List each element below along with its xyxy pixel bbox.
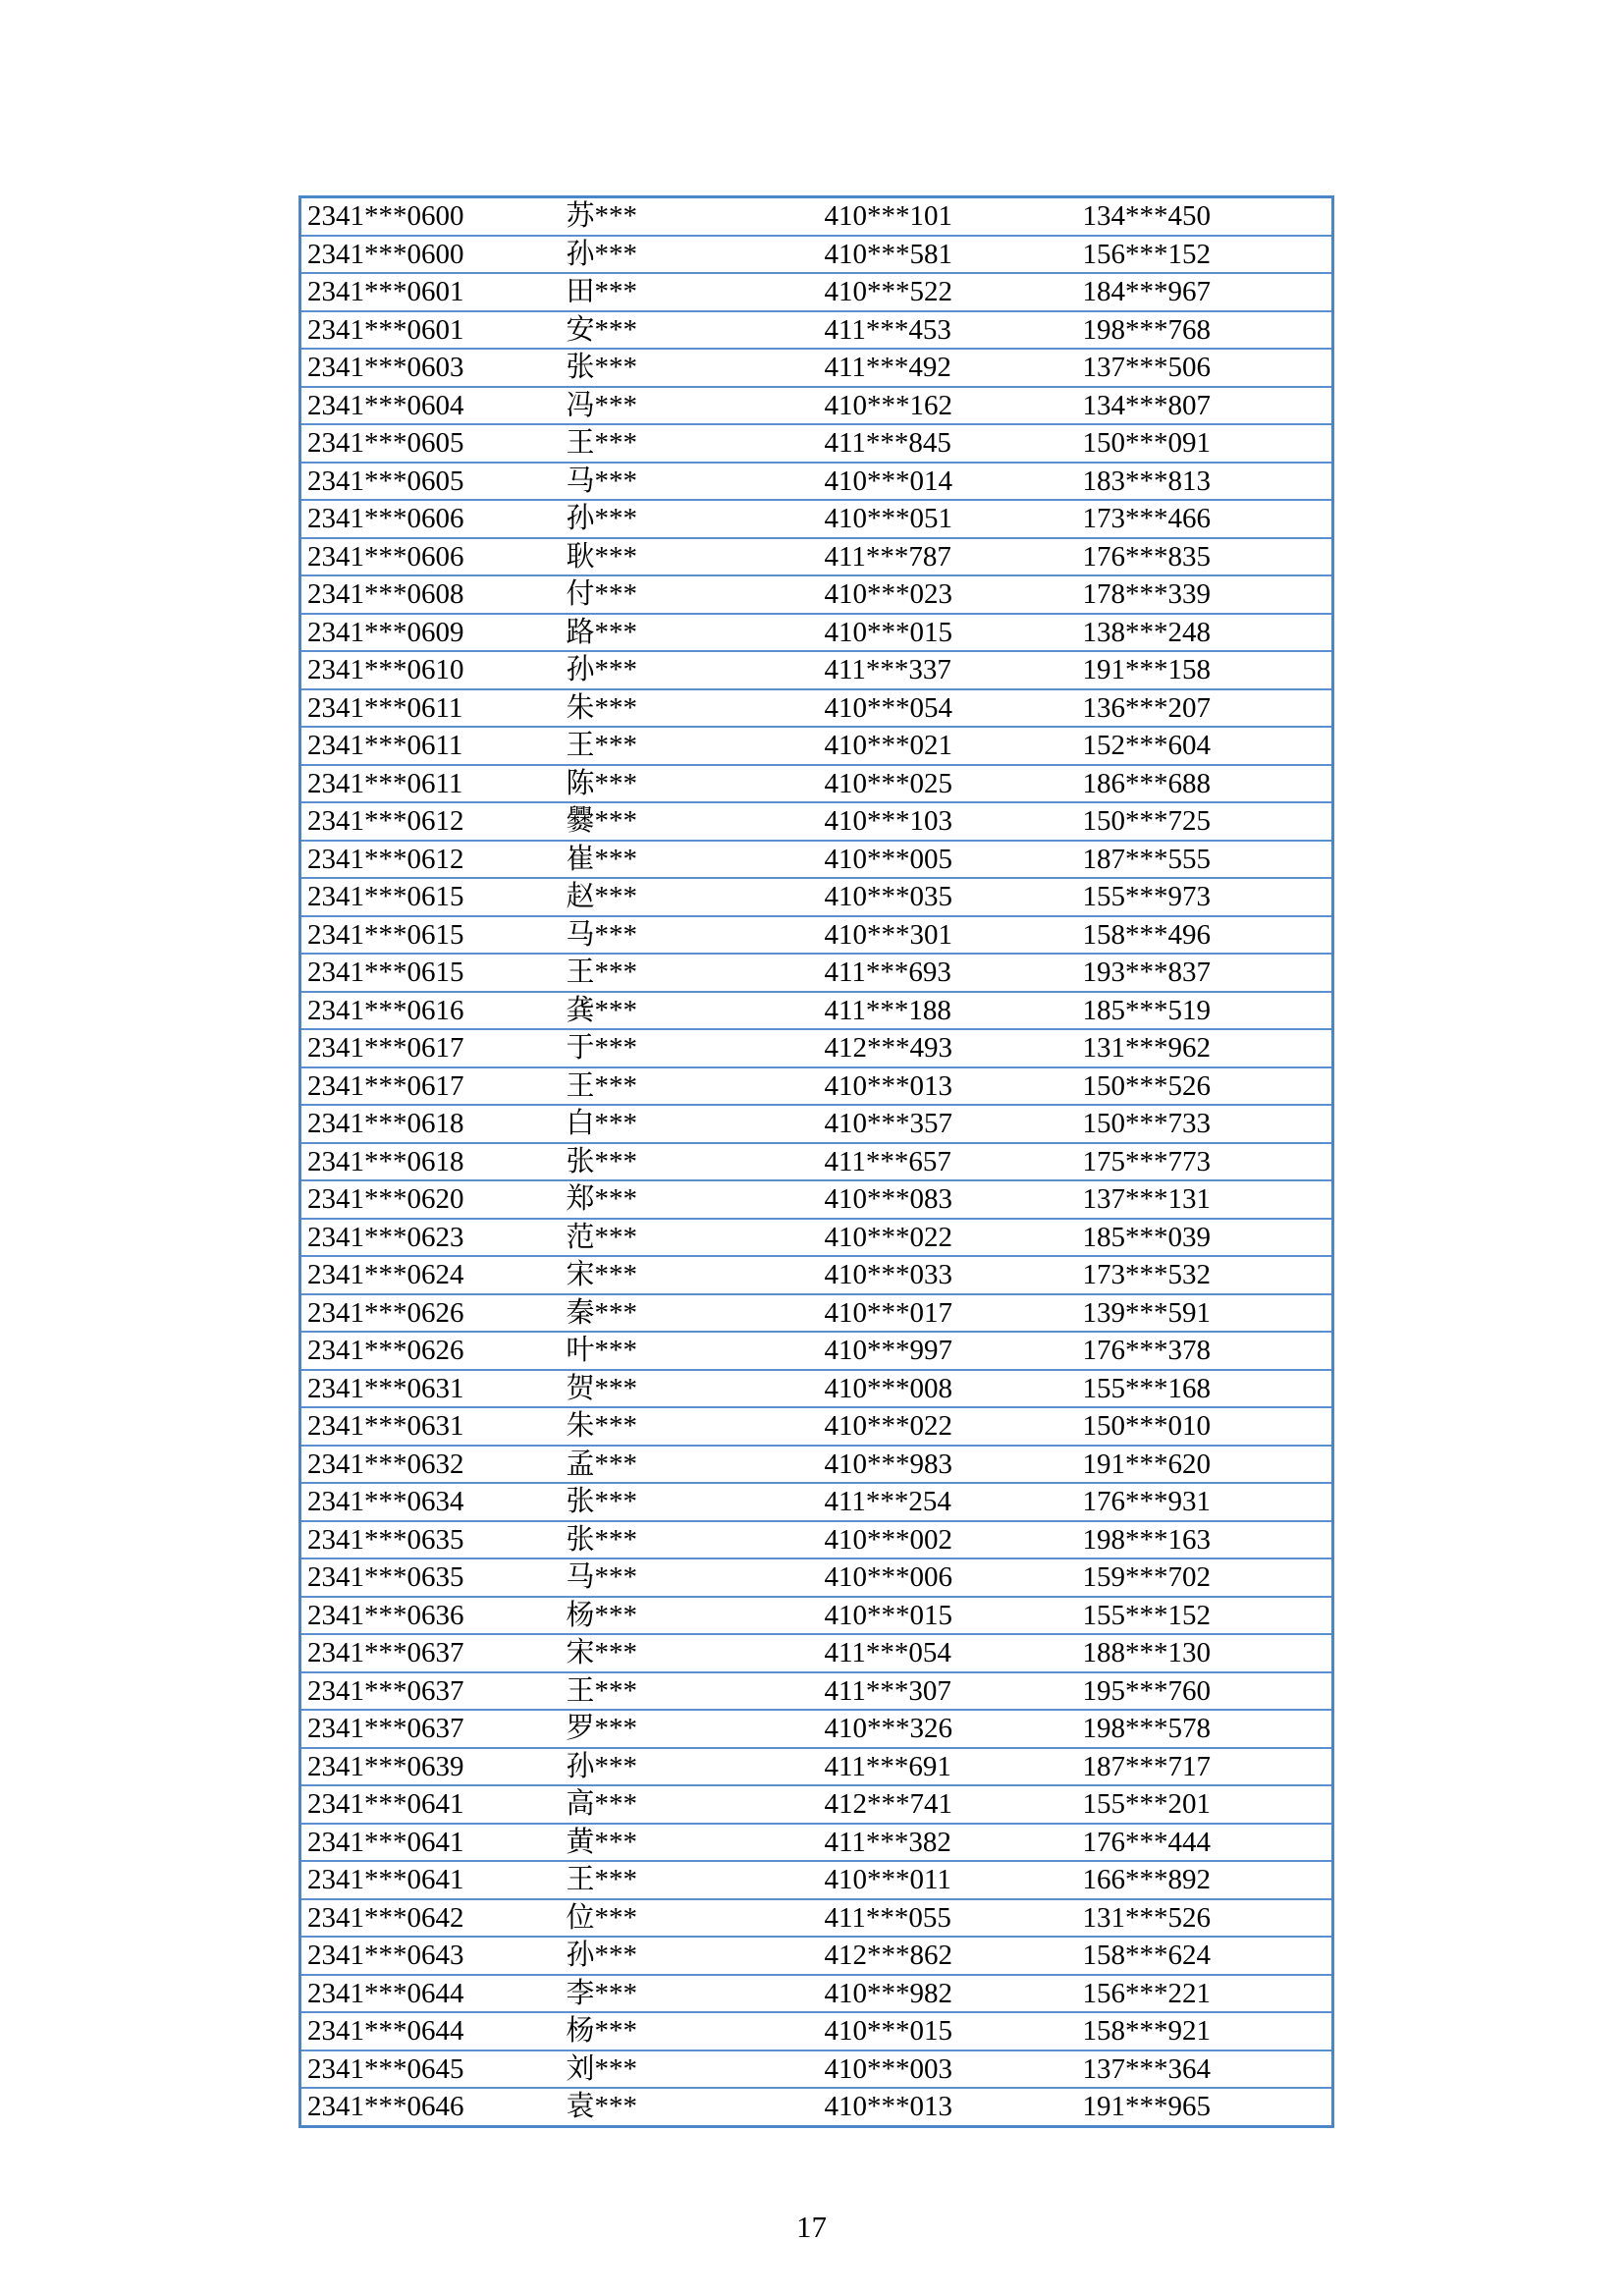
phone-cell: 131***962 [1077,1029,1333,1067]
name-cell: 贺*** [561,1370,819,1408]
table-row [300,273,1333,311]
table-row [300,916,1333,955]
name-cell: 张*** [561,1521,819,1559]
name-cell: 安*** [561,311,819,350]
phone-cell: 176***378 [1077,1332,1333,1370]
table-row [300,1370,1333,1408]
phone-cell: 155***168 [1077,1370,1333,1408]
id-cell: 2341***0606 [300,538,561,576]
name-cell: 王*** [561,1672,819,1711]
table-row [300,1180,1333,1219]
phone-cell: 178***339 [1077,575,1333,614]
phone-cell: 191***965 [1077,2088,1333,2126]
table-row [300,765,1333,803]
name-cell: 罗*** [561,1710,819,1748]
phone-cell: 137***131 [1077,1180,1333,1219]
name-cell: 王*** [561,727,819,765]
idcard-cell: 410***011 [819,1861,1077,1899]
page-number: 17 [796,2210,827,2244]
table-row [300,2088,1333,2126]
table-row [300,1634,1333,1672]
phone-cell: 158***496 [1077,916,1333,955]
id-cell: 2341***0631 [300,1407,561,1446]
idcard-cell: 410***983 [819,1446,1077,1484]
id-cell: 2341***0620 [300,1180,561,1219]
name-cell: 田*** [561,273,819,311]
id-cell: 2341***0637 [300,1672,561,1711]
table-row [300,2012,1333,2050]
table-row [300,1824,1333,1862]
id-cell: 2341***0644 [300,1975,561,2013]
idcard-cell: 410***101 [824,200,952,233]
table-row [300,651,1333,689]
id-cell: 2341***0635 [300,1521,561,1559]
table-row [300,802,1333,841]
idcard-cell: 410***015 [819,1597,1077,1635]
name-cell: 秦*** [561,1294,819,1333]
phone-cell: 155***201 [1077,1785,1333,1824]
id-cell: 2341***0624 [300,1256,561,1294]
name-cell: 朱*** [561,1407,819,1446]
table-row [300,311,1333,350]
idcard-cell: 411***657 [819,1143,1077,1181]
phone-cell: 150***733 [1077,1105,1333,1143]
idcard-cell: 411***693 [819,954,1077,992]
id-cell: 2341***0643 [300,1937,561,1975]
idcard-cell: 410***162 [819,387,1077,425]
name-cell: 孟*** [561,1446,819,1484]
table-row [300,424,1333,463]
phone-cell: 176***835 [1077,538,1333,576]
id-cell: 2341***0617 [300,1029,561,1067]
name-cell: 孙*** [561,500,819,538]
name-cell: 孙*** [561,1937,819,1975]
id-cell: 2341***0645 [300,2050,561,2089]
table-row [300,1332,1333,1370]
idcard-cell: 410***022 [819,1219,1077,1257]
phone-cell: 198***768 [1077,311,1333,350]
name-cell: 王*** [561,954,819,992]
id-cell: 2341***0634 [300,1483,561,1521]
phone-cell: 136***207 [1077,689,1333,728]
phone-cell: 150***010 [1077,1407,1333,1446]
idcard-cell: 412***741 [819,1785,1077,1824]
phone-cell: 191***158 [1077,651,1333,689]
table-row [300,1219,1333,1257]
table-row [300,1937,1333,1975]
phone-cell: 150***725 [1077,802,1333,841]
phone-cell: 137***364 [1077,2050,1333,2089]
phone-cell: 156***221 [1077,1975,1333,2013]
idcard-cell: 411***492 [819,349,1077,387]
table-row [300,1483,1333,1521]
idcard-cell: 411***691 [819,1748,1077,1786]
phone-cell: 158***624 [1077,1937,1333,1975]
phone-cell: 198***163 [1077,1521,1333,1559]
id-cell: 2341***0637 [300,1710,561,1748]
id-cell: 2341***0626 [300,1332,561,1370]
id-cell: 2341***0641 [300,1785,561,1824]
idcard-cell: 411***337 [819,651,1077,689]
name-cell: 宋*** [561,1256,819,1294]
name-cell: 杨*** [561,1597,819,1635]
idcard-cell: 410***013 [819,1067,1077,1106]
name-cell: 马*** [561,1558,819,1597]
phone-cell: 191***620 [1077,1446,1333,1484]
idcard-cell: 410***997 [819,1332,1077,1370]
table-row [300,1748,1333,1786]
table-row [300,1861,1333,1899]
phone-cell: 156***152 [1077,236,1333,274]
phone-cell: 173***466 [1077,500,1333,538]
name-cell: 袁*** [561,2088,819,2126]
name-cell: 范*** [561,1219,819,1257]
id-cell: 2341***0609 [300,614,561,652]
table-body [300,197,1333,2127]
name-cell: 马*** [561,463,819,501]
idcard-cell: 411***055 [819,1899,1077,1938]
phone-cell: 155***152 [1077,1597,1333,1635]
phone-cell: 187***555 [1077,841,1333,879]
name-cell: 付*** [561,575,819,614]
table-row [300,1710,1333,1748]
idcard-cell: 410***054 [819,689,1077,728]
idcard-cell: 410***023 [819,575,1077,614]
idcard-cell: 411***787 [819,538,1077,576]
id-cell: 2341***0615 [300,878,561,916]
phone-cell: 184***967 [1077,273,1333,311]
table-row [300,197,1333,236]
table-row [300,1029,1333,1067]
name-cell: 王*** [561,424,819,463]
name-cell: 李*** [561,1975,819,2013]
id-cell: 2341***0618 [300,1105,561,1143]
table-row [300,1785,1333,1824]
table-row [300,689,1333,728]
idcard-cell: 411***054 [819,1634,1077,1672]
idcard-cell: 410***014 [819,463,1077,501]
phone-cell: 176***444 [1077,1824,1333,1862]
idcard-cell: 411***845 [819,424,1077,463]
phone-cell: 198***578 [1077,1710,1333,1748]
name-cell: 高*** [561,1785,819,1824]
phone-cell: 139***591 [1077,1294,1333,1333]
table-row [300,1558,1333,1597]
name-cell: 宋*** [561,1634,819,1672]
table-row [300,1899,1333,1938]
registration-table [298,195,1334,2128]
id-cell: 2341***0601 [300,311,561,350]
table-row [300,463,1333,501]
name-cell: 赵*** [561,878,819,916]
table-row [300,954,1333,992]
phone-cell: 188***130 [1077,1634,1333,1672]
id-cell: 2341***0636 [300,1597,561,1635]
idcard-cell: 410***326 [819,1710,1077,1748]
phone-cell: 173***532 [1077,1256,1333,1294]
name-cell: 马*** [561,916,819,955]
table-row [300,500,1333,538]
phone-cell: 155***973 [1077,878,1333,916]
table-row [300,1143,1333,1181]
table-row [300,1105,1333,1143]
id-cell: 2341***0603 [300,349,561,387]
idcard-cell: 410***103 [819,802,1077,841]
idcard-cell: 410***083 [819,1180,1077,1219]
idcard-cell: 410***025 [819,765,1077,803]
phone-cell: 175***773 [1077,1143,1333,1181]
phone-cell: 150***526 [1077,1067,1333,1106]
phone-cell: 187***717 [1077,1748,1333,1786]
idcard-cell: 410***581 [819,236,1077,274]
phone-cell: 150***091 [1077,424,1333,463]
phone-cell: 195***760 [1077,1672,1333,1711]
id-cell: 2341***0605 [300,463,561,501]
name-cell: 耿*** [561,538,819,576]
name-cell: 冯*** [561,387,819,425]
idcard-cell: 410***002 [819,1521,1077,1559]
idcard-cell: 410***021 [819,727,1077,765]
table-row [300,1521,1333,1559]
id-cell: 2341***0641 [300,1861,561,1899]
table-row [300,538,1333,576]
id-cell: 2341***0635 [300,1558,561,1597]
idcard-cell: 410***982 [819,1975,1077,2013]
idcard-cell: 410***015 [819,614,1077,652]
name-cell: 朱*** [561,689,819,728]
id-cell: 2341***0631 [300,1370,561,1408]
table-row [300,841,1333,879]
name-cell: 位*** [561,1899,819,1938]
phone-cell: 185***519 [1077,992,1333,1030]
idcard-cell: 410***013 [819,2088,1077,2126]
id-cell: 2341***0600 [307,200,464,233]
idcard-cell: 410***017 [819,1294,1077,1333]
name-cell: 孙*** [561,651,819,689]
idcard-cell: 410***035 [819,878,1077,916]
phone-cell: 193***837 [1077,954,1333,992]
id-cell: 2341***0605 [300,424,561,463]
id-cell: 2341***0642 [300,1899,561,1938]
name-cell: 龚*** [561,992,819,1030]
id-cell: 2341***0644 [300,2012,561,2050]
id-cell: 2341***0611 [300,765,561,803]
idcard-cell: 410***006 [819,1558,1077,1597]
idcard-cell: 410***003 [819,2050,1077,2089]
phone-cell: 176***931 [1077,1483,1333,1521]
table-row [300,1597,1333,1635]
phone-cell: 186***688 [1077,765,1333,803]
name-cell: 路*** [561,614,819,652]
table-row [300,1672,1333,1711]
idcard-cell: 411***307 [819,1672,1077,1711]
phone-cell: 131***526 [1077,1899,1333,1938]
id-cell: 2341***0615 [300,916,561,955]
id-cell: 2341***0612 [300,841,561,879]
idcard-cell: 410***357 [819,1105,1077,1143]
table-row [300,2050,1333,2089]
idcard-cell: 410***033 [819,1256,1077,1294]
idcard-cell: 411***382 [819,1824,1077,1862]
phone-cell: 138***248 [1077,614,1333,652]
name-cell: 于*** [561,1029,819,1067]
phone-cell: 159***702 [1077,1558,1333,1597]
id-cell: 2341***0618 [300,1143,561,1181]
table-row [300,387,1333,425]
phone-cell: 134***807 [1077,387,1333,425]
id-cell: 2341***0617 [300,1067,561,1106]
name-cell: 苏*** [566,200,638,233]
idcard-cell: 410***008 [819,1370,1077,1408]
name-cell: 崔*** [561,841,819,879]
table-row [300,614,1333,652]
phone-cell: 183***813 [1077,463,1333,501]
id-cell: 2341***0610 [300,651,561,689]
id-cell: 2341***0612 [300,802,561,841]
phone-cell: 134***450 [1082,200,1211,233]
idcard-cell: 410***015 [819,2012,1077,2050]
table-row [300,1294,1333,1333]
name-cell: 张*** [561,1143,819,1181]
name-cell: 陈*** [561,765,819,803]
phone-cell: 137***506 [1077,349,1333,387]
id-cell: 2341***0646 [300,2088,561,2126]
id-cell: 2341***0623 [300,1219,561,1257]
id-cell: 2341***0601 [300,273,561,311]
id-cell: 2341***0604 [300,387,561,425]
name-cell: 王*** [561,1861,819,1899]
idcard-cell: 410***005 [819,841,1077,879]
idcard-cell: 410***301 [819,916,1077,955]
table-row [300,349,1333,387]
name-cell: 黄*** [561,1824,819,1862]
id-cell: 2341***0600 [300,236,561,274]
id-cell: 2341***0626 [300,1294,561,1333]
name-cell: 爨*** [561,802,819,841]
idcard-cell: 411***254 [819,1483,1077,1521]
name-cell: 张*** [561,349,819,387]
idcard-cell: 410***051 [819,500,1077,538]
name-cell: 刘*** [561,2050,819,2089]
table-row [300,727,1333,765]
name-cell: 王*** [561,1067,819,1106]
id-cell: 2341***0639 [300,1748,561,1786]
table-row [300,1446,1333,1484]
idcard-cell: 412***493 [819,1029,1077,1067]
table-row [300,236,1333,274]
table-row [300,1256,1333,1294]
phone-cell: 152***604 [1077,727,1333,765]
table-row [300,878,1333,916]
id-cell: 2341***0632 [300,1446,561,1484]
table-row [300,575,1333,614]
id-cell: 2341***0611 [300,689,561,728]
name-cell: 郑*** [561,1180,819,1219]
name-cell: 叶*** [561,1332,819,1370]
idcard-cell: 411***453 [819,311,1077,350]
phone-cell: 166***892 [1077,1861,1333,1899]
table-row [300,1975,1333,2013]
id-cell: 2341***0641 [300,1824,561,1862]
name-cell: 白*** [561,1105,819,1143]
id-cell: 2341***0616 [300,992,561,1030]
id-cell: 2341***0606 [300,500,561,538]
id-cell: 2341***0637 [300,1634,561,1672]
id-cell: 2341***0611 [300,727,561,765]
id-cell: 2341***0615 [300,954,561,992]
idcard-cell: 411***188 [819,992,1077,1030]
idcard-cell: 410***522 [819,273,1077,311]
phone-cell: 185***039 [1077,1219,1333,1257]
idcard-cell: 412***862 [819,1937,1077,1975]
name-cell: 杨*** [561,2012,819,2050]
phone-cell: 158***921 [1077,2012,1333,2050]
table-row [300,1067,1333,1106]
table-row [300,1407,1333,1446]
name-cell: 孙*** [561,236,819,274]
idcard-cell: 410***022 [819,1407,1077,1446]
name-cell: 孙*** [561,1748,819,1786]
name-cell: 张*** [561,1483,819,1521]
id-cell: 2341***0608 [300,575,561,614]
table-row [300,992,1333,1030]
